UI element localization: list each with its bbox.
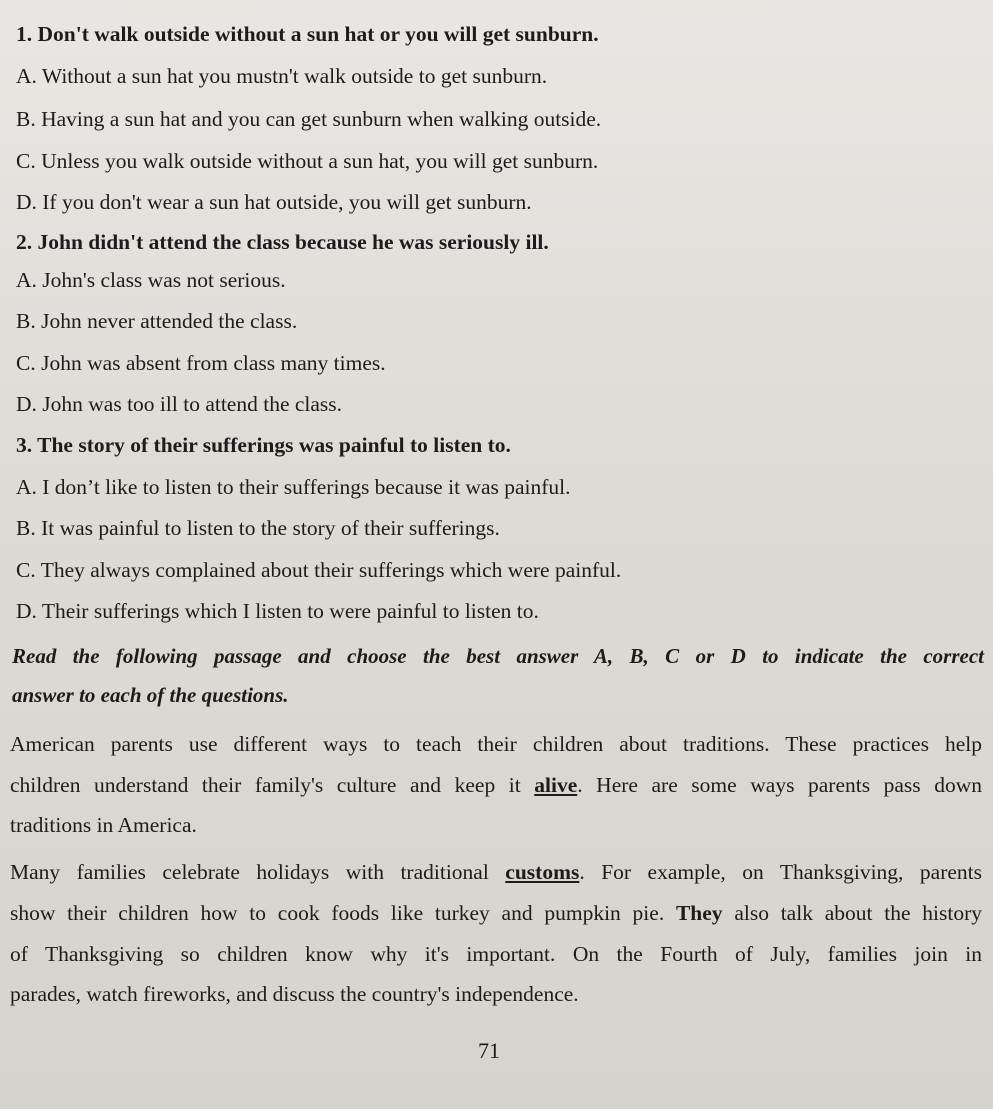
underlined-word-customs: customs <box>505 860 580 884</box>
passage-p2-line-4: parades, watch fireworks, and discuss the country's independence. <box>10 982 579 1006</box>
question-1-option-d: D. If you don't wear a sun hat outside, you will get sunburn. <box>16 190 532 214</box>
question-2-option-b: B. John never attended the class. <box>16 309 298 333</box>
passage-p2-line-2 <box>10 899 982 927</box>
passage-text: show their children how to cook foods like turkey and pumpkin pie. <box>10 901 676 925</box>
question-1-option-a: A. Without a sun hat you mustn't walk outside to get sunburn. <box>16 64 548 88</box>
passage-p1-line-2 <box>10 771 982 799</box>
instruction-line-2: answer to each of the questions. <box>12 683 289 707</box>
passage-p2-line-3: of Thanksgiving so children know why it's important. On the Fourth of July, families join in <box>10 942 982 966</box>
question-3-option-d: D. Their sufferings which I listen to were painful to listen to. <box>16 599 539 623</box>
passage-text: children understand their family's culture and keep it <box>10 773 535 797</box>
question-2-option-a: A. John's class was not serious. <box>16 268 286 292</box>
page-number: 71 <box>478 1038 500 1063</box>
bold-word-they: They <box>675 901 723 925</box>
question-2-stem: 2. John didn't attend the class because he was seriously ill. <box>16 230 549 254</box>
question-2-option-d: D. John was too ill to attend the class. <box>16 392 343 416</box>
instruction-line-1: Read the following passage and choose the best answer A, B, C or D to indicate the correct <box>12 644 984 668</box>
passage-p2-line-1 <box>10 858 982 886</box>
passage-text: . For example, on Thanksgiving, parents <box>579 860 982 884</box>
question-1-option-b: B. Having a sun hat and you can get sunburn when walking outside. <box>16 107 602 131</box>
question-1-option-c: C. Unless you walk outside without a sun hat, you will get sunburn. <box>16 149 599 173</box>
passage-p1-line-3: traditions in America. <box>10 813 197 837</box>
passage-text: Many families celebrate holidays with traditional <box>10 860 506 884</box>
passage-text: also talk about the history <box>722 901 982 925</box>
question-3-stem: 3. The story of their sufferings was painful to listen to. <box>16 433 511 457</box>
question-2-option-c: C. John was absent from class many times. <box>16 351 386 375</box>
passage-p1-line-1: American parents use different ways to teach their children about traditions. These practices help <box>10 732 982 756</box>
question-3-option-b: B. It was painful to listen to the story of their sufferings. <box>16 516 500 540</box>
passage-text: . Here are some ways parents pass down <box>577 773 982 797</box>
question-3-option-c: C. They always complained about their sufferings which were painful. <box>16 558 622 582</box>
question-3-option-a: A. I don’t like to listen to their sufferings because it was painful. <box>16 475 571 499</box>
underlined-word-alive: alive <box>534 773 578 797</box>
question-1-stem: 1. Don't walk outside without a sun hat or you will get sunburn. <box>16 22 599 46</box>
